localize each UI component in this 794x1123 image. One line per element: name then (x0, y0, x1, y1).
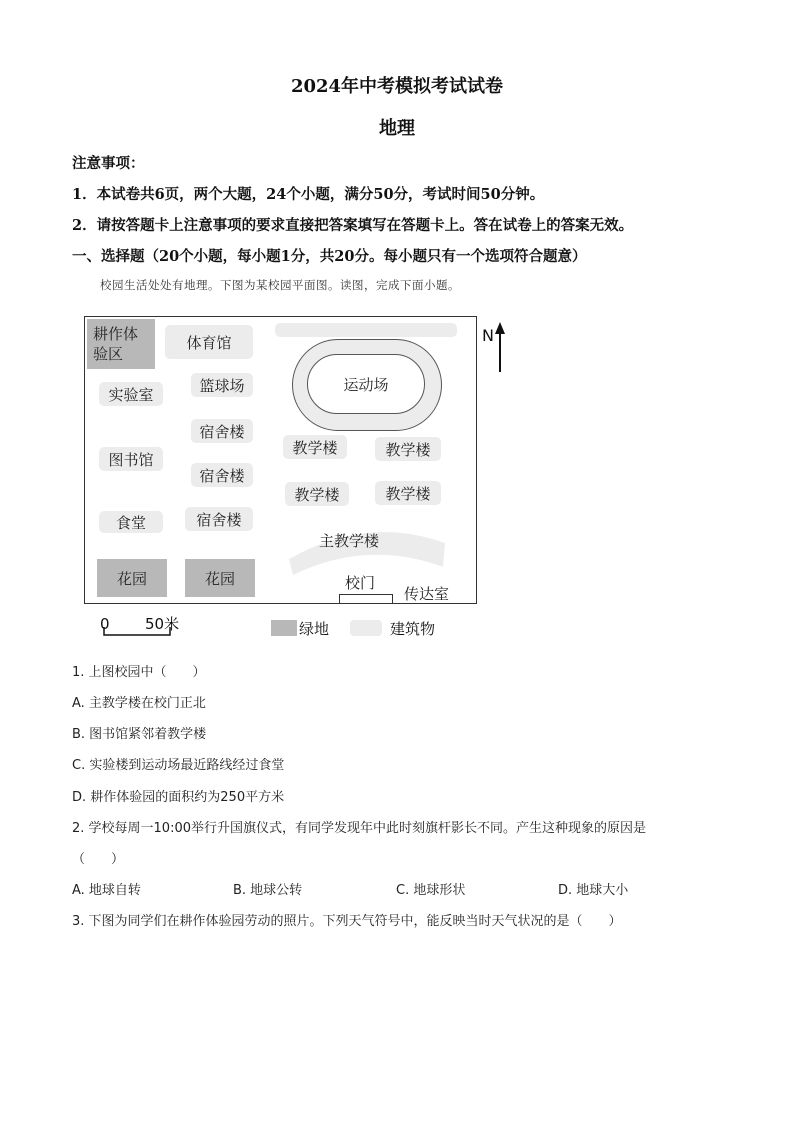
q2-option-b: B. 地球公转 (233, 883, 303, 898)
q1-option-b: B. 图书馆紧邻着教学楼 (72, 727, 207, 742)
q1-option-c: C. 实验楼到运动场最近路线经过食堂 (72, 758, 285, 773)
exam-title: 2024年中考模拟考试试卷 (290, 76, 504, 97)
q2-stem-cont: （ ） (72, 852, 125, 867)
teaching-building-3: 教学楼 (285, 482, 349, 506)
north-label: N (482, 326, 494, 345)
scale-zero: 0 (100, 615, 110, 633)
legend-green-swatch (271, 620, 297, 636)
notice-item-2: 2．请按答题卡上注意事项的要求直接把答案填写在答题卡上。答在试卷上的答案无效。 (72, 217, 634, 234)
dorm-3: 宿舍楼 (185, 507, 253, 531)
q2-stem: 2. 学校每周一10:00举行升国旗仪式，有同学发现年中此时刻旗杆影长不同。产生这种现象的原因是 (72, 821, 647, 836)
laboratory: 实验室 (99, 382, 163, 406)
teaching-building-2: 教学楼 (375, 437, 441, 461)
top-building-strip (275, 323, 457, 337)
north-arrow-icon (494, 322, 506, 374)
farm-zone (87, 319, 155, 369)
section-intro: 校园生活处处有地理。下图为某校园平面图。读图，完成下面小题。 (100, 278, 460, 292)
section-heading: 一、选择题（20个小题，每小题1分，共20分。每小题只有一个选项符合题意） (72, 248, 587, 265)
scale-bar (103, 625, 173, 637)
legend-building-swatch (350, 620, 382, 636)
notice-item-1: 1．本试卷共6页，两个大题，24个小题，满分50分，考试时间50分钟。 (72, 186, 545, 203)
q1-stem: 1. 上图校园中（ ） (72, 665, 206, 680)
main-teaching-building-label: 主教学楼 (319, 532, 380, 550)
q2-option-a: A. 地球自转 (72, 883, 141, 898)
farm-zone-label: 耕作体验区 (93, 325, 139, 363)
sports-field-label: 运动场 (343, 375, 389, 394)
basketball-court: 篮球场 (191, 373, 253, 397)
dorm-1: 宿舍楼 (191, 419, 253, 443)
library: 图书馆 (99, 447, 163, 471)
campus-map (84, 316, 477, 604)
teaching-building-4: 教学楼 (375, 481, 441, 505)
running-track (292, 339, 442, 431)
notice-heading: 注意事项： (72, 155, 145, 172)
dorm-2: 宿舍楼 (191, 463, 253, 487)
q3-stem: 3. 下图为同学们在耕作体验园劳动的照片。下列天气符号中，能反映当时天气状况的是（ ） (72, 914, 622, 929)
subject-title: 地理 (379, 118, 415, 139)
guard-room-label: 传达室 (404, 585, 450, 603)
legend-building-label: 建筑物 (390, 620, 436, 638)
legend-green-label: 绿地 (299, 620, 330, 638)
gym: 体育馆 (165, 325, 253, 359)
q2-option-d: D. 地球大小 (558, 883, 629, 898)
canteen: 食堂 (99, 511, 163, 533)
q2-option-c: C. 地球形状 (396, 883, 466, 898)
gate-label: 校门 (345, 574, 376, 592)
scale-value: 50米 (145, 615, 180, 633)
garden-2: 花园 (185, 559, 255, 597)
teaching-building-1: 教学楼 (283, 435, 347, 459)
sports-field (307, 354, 425, 414)
garden-1: 花园 (97, 559, 167, 597)
q1-option-a: A. 主教学楼在校门正北 (72, 696, 206, 711)
q1-option-d: D. 耕作体验园的面积约为250平方米 (72, 790, 285, 805)
gate-symbol (339, 594, 393, 604)
